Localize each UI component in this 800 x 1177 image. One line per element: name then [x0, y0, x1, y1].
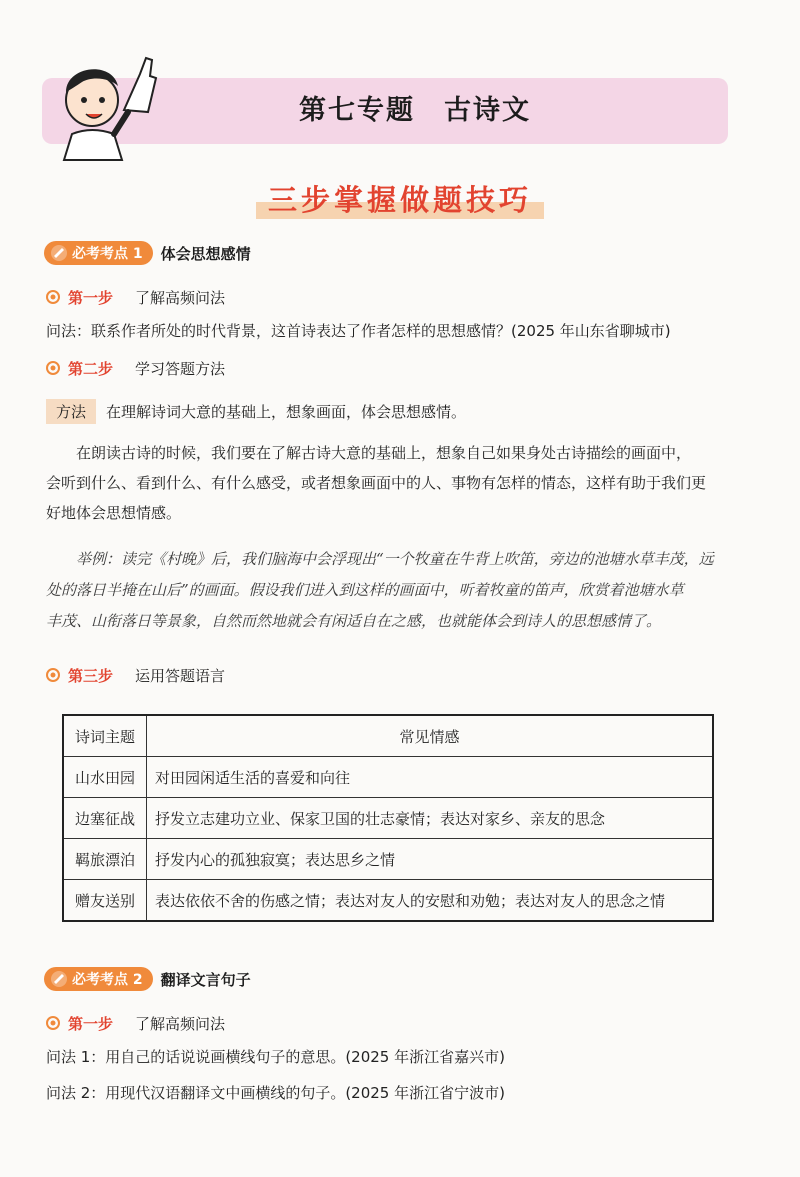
- method-row: [46, 398, 466, 424]
- book-icon: [50, 244, 68, 262]
- point-badge-1: [44, 241, 251, 265]
- step-2: [46, 357, 225, 379]
- emotion-cell: 对田园闲适生活的喜爱和向往: [147, 757, 714, 798]
- theme-cell: 山水田园: [63, 757, 147, 798]
- cartoon-boy-icon: [52, 52, 162, 162]
- point-topic: 翻译文言句子: [160, 970, 251, 989]
- step-label: 第一步: [68, 288, 114, 307]
- step-text: 了解高频问法: [135, 1014, 226, 1033]
- table-row: [63, 757, 713, 798]
- table-header-row: [63, 715, 713, 757]
- theme-cell: 边塞征战: [63, 798, 147, 839]
- table-row: [63, 839, 713, 880]
- step-label: 第三步: [68, 666, 114, 685]
- point-badge-2: [44, 967, 251, 991]
- header-cell: 诗词主题: [63, 715, 147, 757]
- book-icon: [50, 970, 68, 988]
- example-paragraph: 举例：读完《村晚》后，我们脑海中会浮现出“一个牧童在牛背上吹笛，旁边的池塘水草丰茂，远 处的落日半掩在山后”的画面。假设我们进入到这样的画面中，听着牧童的笛声，欣赏着池塘水草 丰茂、山衔落日等景象，自然而然地就会有闲适自在之感，也就能体会到诗人的思想感情了。: [46, 550, 714, 630]
- step-label: 第一步: [68, 1014, 114, 1033]
- table-row: [63, 880, 713, 922]
- badge-label: 必考考点 1: [72, 246, 143, 262]
- step-text: 了解高频问法: [135, 288, 226, 307]
- emotion-cell: 表达依依不舍的伤感之情；表达对友人的安慰和劝勉；表达对友人的思念之情: [147, 880, 714, 922]
- theme-cell: 羁旅漂泊: [63, 839, 147, 880]
- table-row: [63, 798, 713, 839]
- method-tag: 方法: [46, 399, 96, 424]
- step-label: 第二步: [68, 359, 114, 378]
- explanation-paragraph: 在朗读古诗的时候，我们要在了解古诗大意的基础上，想象自己如果身处古诗描绘的画面中， 会听到什么、看到什么、有什么感受，或者想象画面中的人、事物有怎样的情态，这样有助于我们更 好地体会思想情感。: [46, 444, 707, 522]
- question-line: 问法：联系作者所处的时代背景，这首诗表达了作者怎样的思想感情？(2025 年山东省聊城市): [46, 322, 671, 340]
- step-text: 学习答题方法: [135, 359, 226, 378]
- theme-cell: 赠友送别: [63, 880, 147, 922]
- target-icon: [46, 361, 60, 375]
- step-text: 运用答题语言: [135, 666, 226, 685]
- target-icon: [46, 668, 60, 682]
- emotion-cell: 抒发内心的孤独寂寞；表达思乡之情: [147, 839, 714, 880]
- target-icon: [46, 290, 60, 304]
- header-cell: 常见情感: [147, 715, 714, 757]
- step-3: [46, 664, 225, 686]
- point-topic: 体会思想感情: [160, 244, 251, 263]
- target-icon: [46, 1016, 60, 1030]
- badge-label: 必考考点 2: [72, 972, 143, 988]
- emotion-table: [62, 714, 714, 922]
- chapter-title: 第七专题 古诗文: [299, 95, 531, 126]
- step-1: [46, 286, 225, 308]
- question-line-1: 问法 1：用自己的话说说画横线句子的意思。(2025 年浙江省嘉兴市): [46, 1048, 505, 1066]
- method-text: 在理解诗词大意的基础上，想象画面，体会思想感情。: [106, 402, 467, 421]
- section-title: 三步掌握做题技巧: [0, 178, 800, 219]
- question-line-2: 问法 2：用现代汉语翻译文中画横线的句子。(2025 年浙江省宁波市): [46, 1084, 505, 1102]
- step-1-point2: [46, 1012, 225, 1034]
- emotion-cell: 抒发立志建功立业、保家卫国的壮志豪情；表达对家乡、亲友的思念: [147, 798, 714, 839]
